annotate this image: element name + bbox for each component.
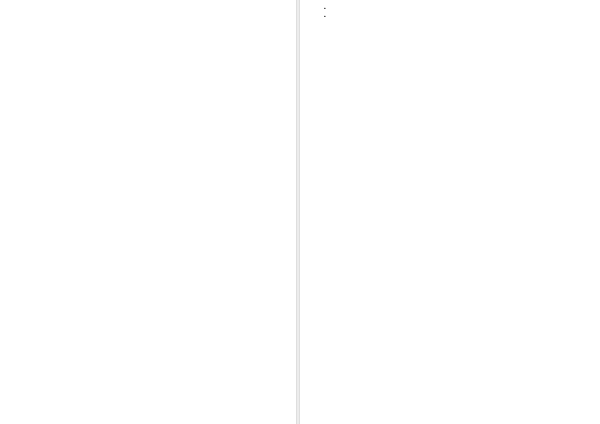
enumerated-list bbox=[308, 25, 556, 33]
bullet-item bbox=[308, 14, 556, 22]
right-page bbox=[300, 0, 600, 424]
table-caption bbox=[56, 134, 292, 193]
enumerated-item bbox=[308, 25, 556, 33]
left-page bbox=[0, 0, 296, 424]
bullet-list bbox=[308, 6, 556, 23]
bullet-item bbox=[308, 6, 556, 14]
